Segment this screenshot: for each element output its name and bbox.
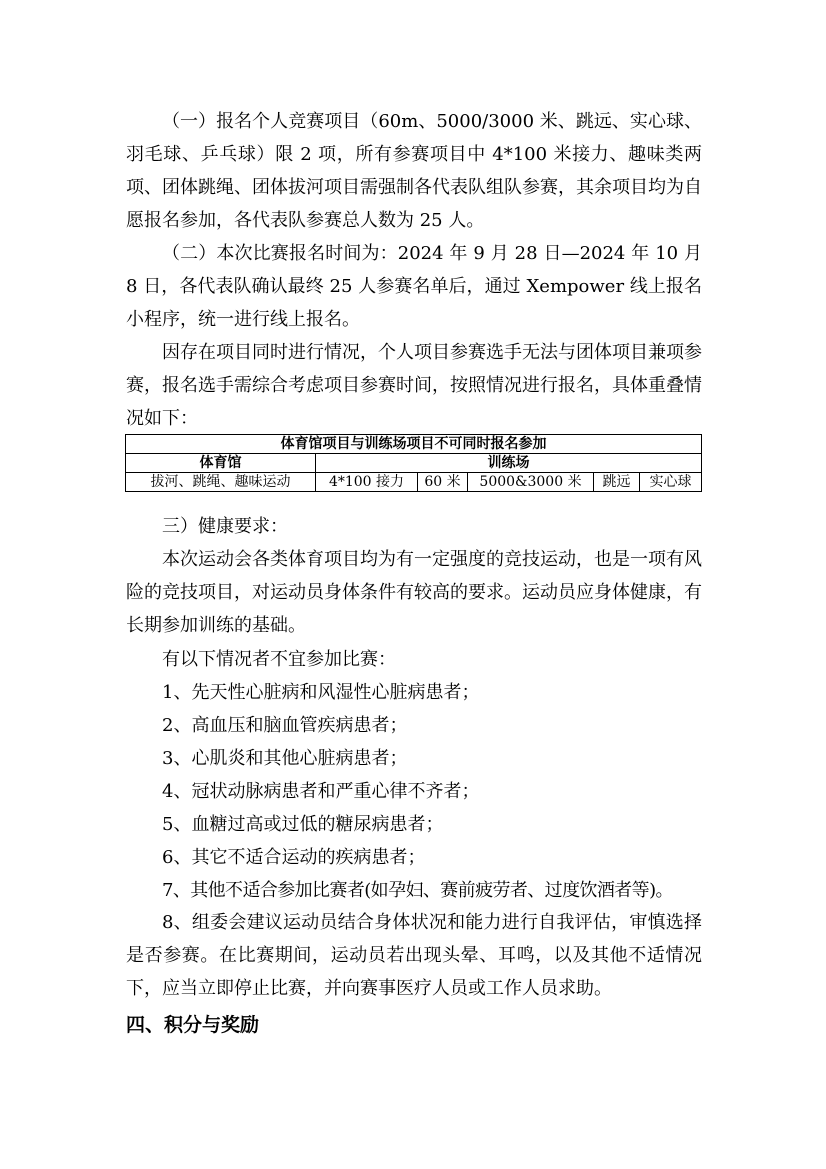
health-paragraph: 本次运动会各类体育项目均为有一定强度的竞技运动，也是一项有风险的竞技项目，对运动员身体条件有较高的要求。运动员应身体健康，有长期参加训练的基础。: [126, 549, 702, 636]
health-requirements-title: 三）健康要求：: [162, 516, 288, 537]
list-item: 5、血糖过高或过低的糖尿病患者；: [162, 814, 444, 835]
list-item: 3、心肌炎和其他心脏病患者；: [162, 748, 408, 769]
field-event-cell: 实心球: [640, 473, 702, 492]
table-header-row: [126, 454, 702, 473]
field-event-cell: 4*100 接力: [316, 473, 418, 492]
list-item: 2、高血压和脑血管疾病患者；: [162, 715, 408, 736]
registration-time-paragraph: （二）本次比赛报名时间为：2024 年 9 月 28 日—2024 年 10 月 8 日，各代表队确认最终 25 人参赛名单后，通过 Xempower 线上报名小程序，统一进行线上报名。: [126, 243, 702, 330]
list-item: 7、其他不适合参加比赛者(如孕妇、赛前疲劳者、过度饮酒者等)。: [162, 880, 673, 901]
table-title: 体育馆项目与训练场项目不可同时报名参加: [126, 435, 702, 454]
overlap-notice-paragraph: 因存在项目同时进行情况，个人项目参赛选手无法与团体项目兼项参赛，报名选手需综合考虑项目参赛时间，按照情况进行报名，具体重叠情况如下：: [126, 342, 702, 429]
gym-header: 体育馆: [126, 454, 316, 473]
gym-events-cell: 拔河、跳绳、趣味运动: [126, 473, 316, 492]
table-row: [126, 473, 702, 492]
venue-conflict-table: [125, 434, 702, 492]
field-event-cell: 60 米: [418, 473, 468, 492]
field-event-cell: 跳远: [594, 473, 640, 492]
list-item: 6、其它不适合运动的疾病患者；: [162, 847, 426, 868]
field-header: 训练场: [316, 454, 702, 473]
self-assessment-paragraph: 8、组委会建议运动员结合身体状况和能力进行自我评估，审慎选择是否参赛。在比赛期间，运动员若出现头晕、耳鸣，以及其他不适情况下，应当立即停止比赛，并向赛事医疗人员或工作人员求助。: [126, 912, 702, 999]
list-item: 4、冠状动脉病患者和严重心律不齐者；: [162, 781, 480, 802]
table-title-row: [126, 435, 702, 454]
section-heading: 四、积分与奖励: [126, 1014, 260, 1036]
list-item: 1、先天性心脏病和风湿性心脏病患者；: [162, 682, 480, 703]
registration-rules-paragraph: （一）报名个人竞赛项目（60m、5000/3000 米、跳远、实心球、羽毛球、乒乓球）限 2 项，所有参赛项目中 4*100 米接力、趣味类两项、团体跳绳、团体拔河项目需强制各代表队组队参赛，其余项目均为自愿报名参加，各代表队参赛总人数为 25 人。: [126, 111, 702, 231]
exclusion-intro: 有以下情况者不宜参加比赛：: [162, 649, 396, 670]
field-event-cell: 5000&3000 米: [468, 473, 594, 492]
